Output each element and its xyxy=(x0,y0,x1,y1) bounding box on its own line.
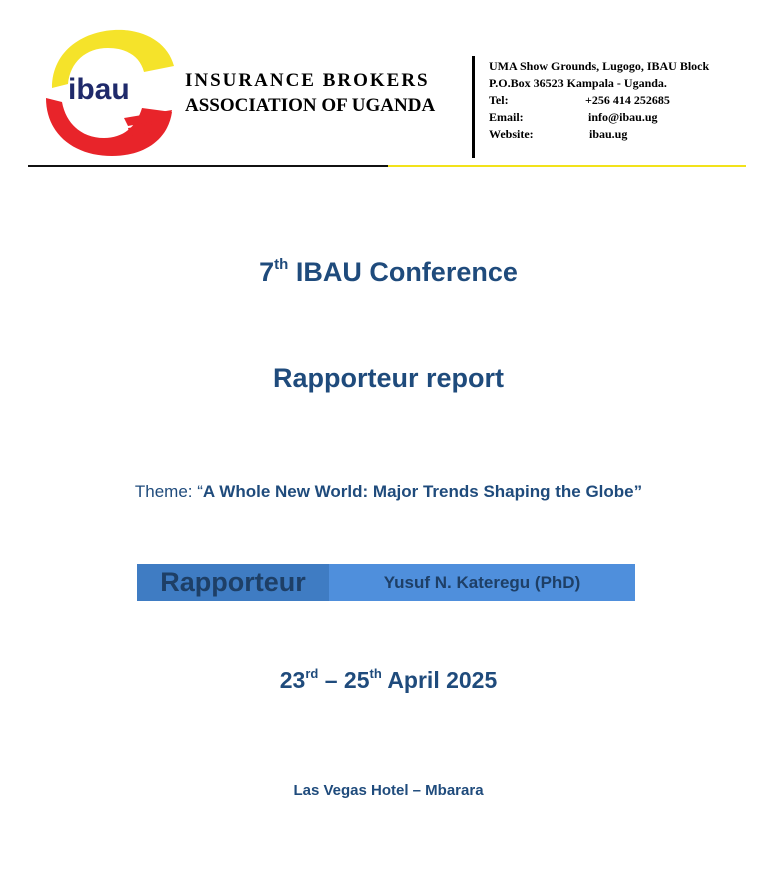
start-suffix: rd xyxy=(305,666,319,681)
logo-text: ibau xyxy=(68,73,130,106)
org-name-line2: ASSOCIATION OF UGANDA xyxy=(185,95,436,116)
tel-label: Tel: xyxy=(489,93,509,107)
address-line2: P.O.Box 36523 Kampala - Uganda. xyxy=(489,76,667,90)
rapporteur-name: Yusuf N. Kateregu (PhD) xyxy=(329,564,635,601)
header-rule-yellow xyxy=(388,165,746,167)
theme-label: Theme: “ xyxy=(134,482,203,501)
address-line1: UMA Show Grounds, Lugogo, IBAU Block xyxy=(489,59,710,73)
email-label: Email: xyxy=(489,110,524,124)
website-label: Website: xyxy=(489,127,534,141)
date-dash: – xyxy=(318,667,344,693)
theme-line xyxy=(0,482,777,502)
month-year: April 2025 xyxy=(381,667,498,693)
ibau-logo xyxy=(44,26,176,158)
rapporteur-box xyxy=(137,564,635,601)
org-name xyxy=(185,68,435,118)
rapporteur-label: Rapporteur xyxy=(137,564,329,601)
end-day: 25 xyxy=(343,667,370,693)
conference-name: IBAU Conference xyxy=(295,257,518,287)
report-title: Rapporteur report xyxy=(272,363,505,393)
header-rule-dark xyxy=(28,165,388,167)
conference-title xyxy=(0,256,777,288)
venue: Las Vegas Hotel – Mbarara xyxy=(293,782,484,799)
email-value[interactable]: info@ibau.ug xyxy=(588,110,658,124)
theme-text: A Whole New World: Major Trends Shaping the Globe xyxy=(202,482,634,501)
tel-value: +256 414 252685 xyxy=(585,93,670,107)
start-day: 23 xyxy=(279,667,306,693)
end-suffix: th xyxy=(369,666,382,681)
org-name-line1: INSURANCE BROKERS xyxy=(185,70,430,91)
ordinal-suffix: th xyxy=(274,256,289,273)
header-divider xyxy=(472,56,475,158)
contact-block xyxy=(489,58,709,143)
theme-close-quote: ” xyxy=(633,482,643,501)
ordinal-number: 7 xyxy=(259,257,275,287)
website-value[interactable]: ibau.ug xyxy=(589,127,628,141)
conference-dates xyxy=(0,666,777,694)
